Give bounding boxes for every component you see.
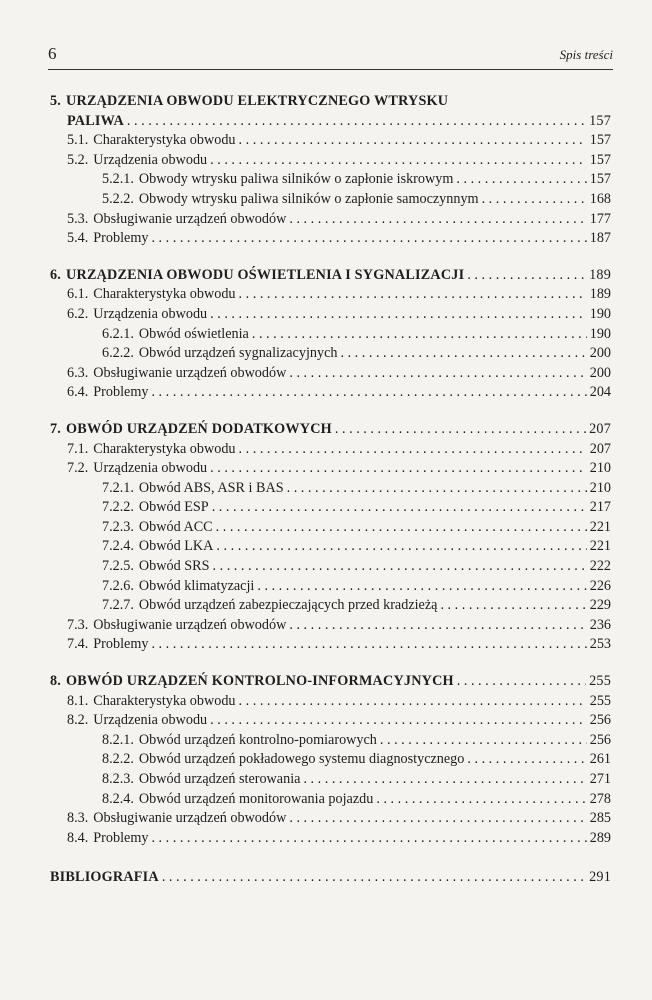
chapter-6 — [50, 266, 611, 403]
chapter-number: 8. — [50, 673, 62, 690]
entry-title: Charakterystyka obwodu — [93, 692, 236, 709]
dot-leader — [376, 790, 586, 810]
dot-leader — [289, 210, 586, 230]
entry-title: Problemy — [93, 230, 149, 247]
subsection-entry — [50, 750, 611, 770]
entry-number: 8.3. — [67, 810, 89, 827]
dot-leader — [467, 750, 586, 770]
dot-leader — [216, 537, 586, 557]
dot-leader — [239, 285, 587, 305]
entry-number: 6.1. — [67, 286, 89, 303]
bibliography-page: 291 — [589, 869, 611, 886]
entry-page: 177 — [589, 210, 611, 227]
dot-leader — [239, 131, 587, 151]
entry-title: Urządzenia obwodu — [93, 305, 208, 322]
dot-leader — [210, 711, 587, 731]
entry-number: 5.2.1. — [102, 171, 134, 188]
dot-leader — [210, 151, 587, 171]
entry-title: Charakterystyka obwodu — [93, 286, 236, 303]
entry-title: Obwód urządzeń kontrolno-pomiarowych — [138, 731, 377, 748]
entry-title: Obwód SRS — [138, 558, 210, 575]
subsection-entry — [50, 790, 611, 810]
dot-leader — [303, 770, 586, 790]
header-rule — [48, 69, 613, 70]
subsection-entry — [50, 170, 611, 190]
entry-number: 5.2. — [67, 151, 89, 168]
subsection-entry — [50, 596, 611, 616]
bibliography-title: BIBLIOGRAFIA — [50, 869, 159, 886]
chapter-page: 189 — [589, 266, 611, 283]
entry-number: 7.4. — [67, 636, 89, 653]
chapter-title: URZĄDZENIA OBWODU OŚWIETLENIA I SYGNALIZACJI — [66, 266, 465, 283]
entry-number: 7.3. — [67, 616, 89, 633]
dot-leader — [467, 266, 586, 286]
entry-page: 226 — [589, 577, 611, 594]
dot-leader — [151, 383, 586, 403]
chapter-page: 207 — [589, 420, 611, 437]
entry-page: 255 — [589, 692, 611, 709]
entry-page: 256 — [589, 731, 611, 748]
entry-number: 6.4. — [67, 384, 89, 401]
entry-title: Obwody wtrysku paliwa silników o zapłonie samoczynnym — [138, 190, 479, 207]
dot-leader — [239, 440, 587, 460]
entry-title: Obwód ACC — [138, 518, 213, 535]
subsection-entry — [50, 557, 611, 577]
entry-title: Problemy — [93, 829, 149, 846]
entry-page: 157 — [589, 132, 611, 149]
page-header — [48, 44, 613, 64]
table-of-contents — [50, 92, 611, 888]
chapter-title: OBWÓD URZĄDZEŃ DODATKOWYCH — [66, 420, 332, 437]
entry-page: 187 — [589, 230, 611, 247]
section-entry — [50, 229, 611, 249]
chapter-7 — [50, 420, 611, 655]
entry-number: 8.2.3. — [102, 771, 134, 787]
entry-number: 7.2.3. — [102, 518, 134, 535]
running-head: Spis treści — [559, 47, 613, 62]
dot-leader — [289, 364, 586, 384]
subsection-entry — [50, 537, 611, 557]
entry-page: 190 — [589, 325, 611, 342]
entry-page: 190 — [589, 305, 611, 322]
entry-page: 271 — [589, 771, 611, 787]
entry-number: 8.2. — [67, 712, 89, 729]
subsection-entry — [50, 190, 611, 210]
subsection-entry — [50, 344, 611, 364]
dot-leader — [440, 596, 586, 616]
section-list — [50, 285, 611, 403]
chapter-heading — [50, 266, 611, 286]
entry-number: 6.2.2. — [102, 345, 134, 362]
section-entry — [50, 635, 611, 655]
entry-page: 261 — [589, 751, 611, 768]
entry-title: Obwód urządzeń sterowania — [138, 771, 301, 787]
entry-title: Obwód urządzeń pokładowego systemu diagnostycznego — [138, 751, 465, 768]
page-number: 6 — [48, 44, 57, 63]
entry-title: Obwody wtrysku paliwa silników o zapłonie iskrowym — [138, 171, 454, 188]
entry-page: 157 — [589, 171, 611, 188]
dot-leader — [212, 498, 587, 518]
entry-title: Obwód LKA — [138, 538, 214, 555]
chapter-number: 7. — [50, 420, 62, 437]
section-entry — [50, 151, 611, 171]
dot-leader — [151, 635, 586, 655]
entry-title: Obsługiwanie urządzeń obwodów — [93, 810, 287, 827]
section-entry — [50, 459, 611, 479]
entry-title: Problemy — [93, 636, 149, 653]
entry-number: 6.2. — [67, 305, 89, 322]
entry-page: 217 — [589, 499, 611, 516]
entry-title: Obwód urządzeń zabezpieczających przed kradzieżą — [138, 597, 438, 614]
entry-title: Obwód urządzeń monitorowania pojazdu — [138, 790, 374, 807]
entry-number: 5.3. — [67, 210, 89, 227]
entry-number: 8.2.2. — [102, 751, 134, 768]
entry-title: Obsługiwanie urządzeń obwodów — [93, 210, 287, 227]
section-entry — [50, 383, 611, 403]
entry-number: 7.2.4. — [102, 538, 134, 555]
chapter-8 — [50, 672, 611, 848]
section-entry — [50, 616, 611, 636]
chapter-page: 255 — [589, 673, 611, 690]
entry-page: 210 — [589, 460, 611, 477]
dot-leader — [482, 190, 587, 210]
entry-title: Problemy — [93, 384, 149, 401]
chapter-5 — [50, 92, 611, 249]
dot-leader — [457, 672, 586, 692]
entry-page: 168 — [589, 190, 611, 207]
entry-page: 189 — [589, 286, 611, 303]
section-entry — [50, 692, 611, 712]
entry-page: 200 — [589, 345, 611, 362]
chapter-heading — [50, 420, 611, 440]
entry-title: Obwód oświetlenia — [138, 325, 249, 342]
dot-leader — [213, 557, 587, 577]
entry-page: 289 — [589, 829, 611, 846]
dot-leader — [210, 305, 587, 325]
bibliography-entry — [50, 868, 611, 888]
chapter-heading — [50, 92, 611, 112]
entry-number: 6.2.1. — [102, 325, 134, 342]
subsection-entry — [50, 577, 611, 597]
entry-page: 204 — [589, 384, 611, 401]
dot-leader — [151, 829, 586, 849]
dot-leader — [380, 731, 587, 751]
entry-number: 8.2.4. — [102, 790, 134, 807]
dot-leader — [287, 479, 587, 499]
entry-page: 278 — [589, 790, 611, 807]
section-entry — [50, 440, 611, 460]
chapter-heading-continued — [50, 112, 611, 132]
subsection-entry — [50, 498, 611, 518]
entry-number: 7.2. — [67, 460, 89, 477]
chapter-page: 157 — [589, 112, 611, 129]
section-entry — [50, 364, 611, 384]
dot-leader — [257, 577, 586, 597]
entry-number: 7.2.2. — [102, 499, 134, 516]
subsection-entry — [50, 731, 611, 751]
entry-number: 5.4. — [67, 230, 89, 247]
entry-number: 7.2.5. — [102, 558, 134, 575]
subsection-entry — [50, 325, 611, 345]
entry-page: 157 — [589, 151, 611, 168]
entry-page: 222 — [589, 558, 611, 575]
subsection-entry — [50, 518, 611, 538]
section-entry — [50, 809, 611, 829]
dot-leader — [456, 170, 586, 190]
chapter-title: OBWÓD URZĄDZEŃ KONTROLNO-INFORMACYJNYCH — [66, 673, 454, 690]
entry-page: 253 — [589, 636, 611, 653]
dot-leader — [239, 692, 587, 712]
subsection-entry — [50, 770, 611, 790]
dot-leader — [335, 420, 586, 440]
entry-page: 236 — [589, 616, 611, 633]
entry-title: Urządzenia obwodu — [93, 460, 208, 477]
section-entry — [50, 285, 611, 305]
entry-number: 7.2.1. — [102, 479, 134, 496]
subsection-entry — [50, 479, 611, 499]
entry-title: Urządzenia obwodu — [93, 712, 208, 729]
entry-title: Obsługiwanie urządzeń obwodów — [93, 616, 287, 633]
entry-title: Obsługiwanie urządzeń obwodów — [93, 364, 287, 381]
entry-page: 256 — [589, 712, 611, 729]
chapter-heading — [50, 672, 611, 692]
chapter-number: 6. — [50, 266, 62, 283]
dot-leader — [151, 229, 586, 249]
section-entry — [50, 131, 611, 151]
entry-page: 285 — [589, 810, 611, 827]
chapter-title-line1: URZĄDZENIA OBWODU ELEKTRYCZNEGO WTRYSKU — [66, 93, 449, 109]
dot-leader — [340, 344, 586, 364]
entry-number: 6.3. — [67, 364, 89, 381]
entry-page: 221 — [589, 538, 611, 555]
entry-title: Obwód ABS, ASR i BAS — [138, 479, 284, 496]
entry-page: 200 — [589, 364, 611, 381]
entry-title: Obwód urządzeń sygnalizacyjnych — [138, 345, 338, 362]
section-entry — [50, 210, 611, 230]
dot-leader — [252, 325, 587, 345]
entry-page: 229 — [589, 597, 611, 614]
entry-title: Charakterystyka obwodu — [93, 440, 236, 457]
entry-number: 8.1. — [67, 692, 89, 709]
dot-leader — [162, 868, 586, 888]
entry-title: Obwód klimatyzacji — [138, 577, 255, 594]
section-list — [50, 131, 611, 249]
entry-title: Charakterystyka obwodu — [93, 132, 236, 149]
entry-number: 7.2.7. — [102, 597, 134, 614]
entry-page: 221 — [589, 518, 611, 535]
dot-leader — [289, 809, 586, 829]
entry-title: Urządzenia obwodu — [93, 151, 208, 168]
chapter-title-line2: PALIWA — [67, 112, 124, 129]
entry-title: Obwód ESP — [138, 499, 209, 516]
section-entry — [50, 829, 611, 849]
section-entry — [50, 305, 611, 325]
section-list — [50, 692, 611, 849]
entry-number: 8.4. — [67, 829, 89, 846]
section-list — [50, 440, 611, 656]
entry-number: 5.1. — [67, 132, 89, 149]
entry-number: 8.2.1. — [102, 731, 134, 748]
dot-leader — [127, 112, 586, 132]
entry-page: 207 — [589, 440, 611, 457]
chapter-number: 5. — [50, 93, 62, 109]
entry-number: 7.2.6. — [102, 577, 134, 594]
dot-leader — [289, 616, 586, 636]
entry-number: 5.2.2. — [102, 190, 134, 207]
entry-page: 210 — [589, 479, 611, 496]
dot-leader — [216, 518, 587, 538]
dot-leader — [210, 459, 587, 479]
entry-number: 7.1. — [67, 440, 89, 457]
section-entry — [50, 711, 611, 731]
